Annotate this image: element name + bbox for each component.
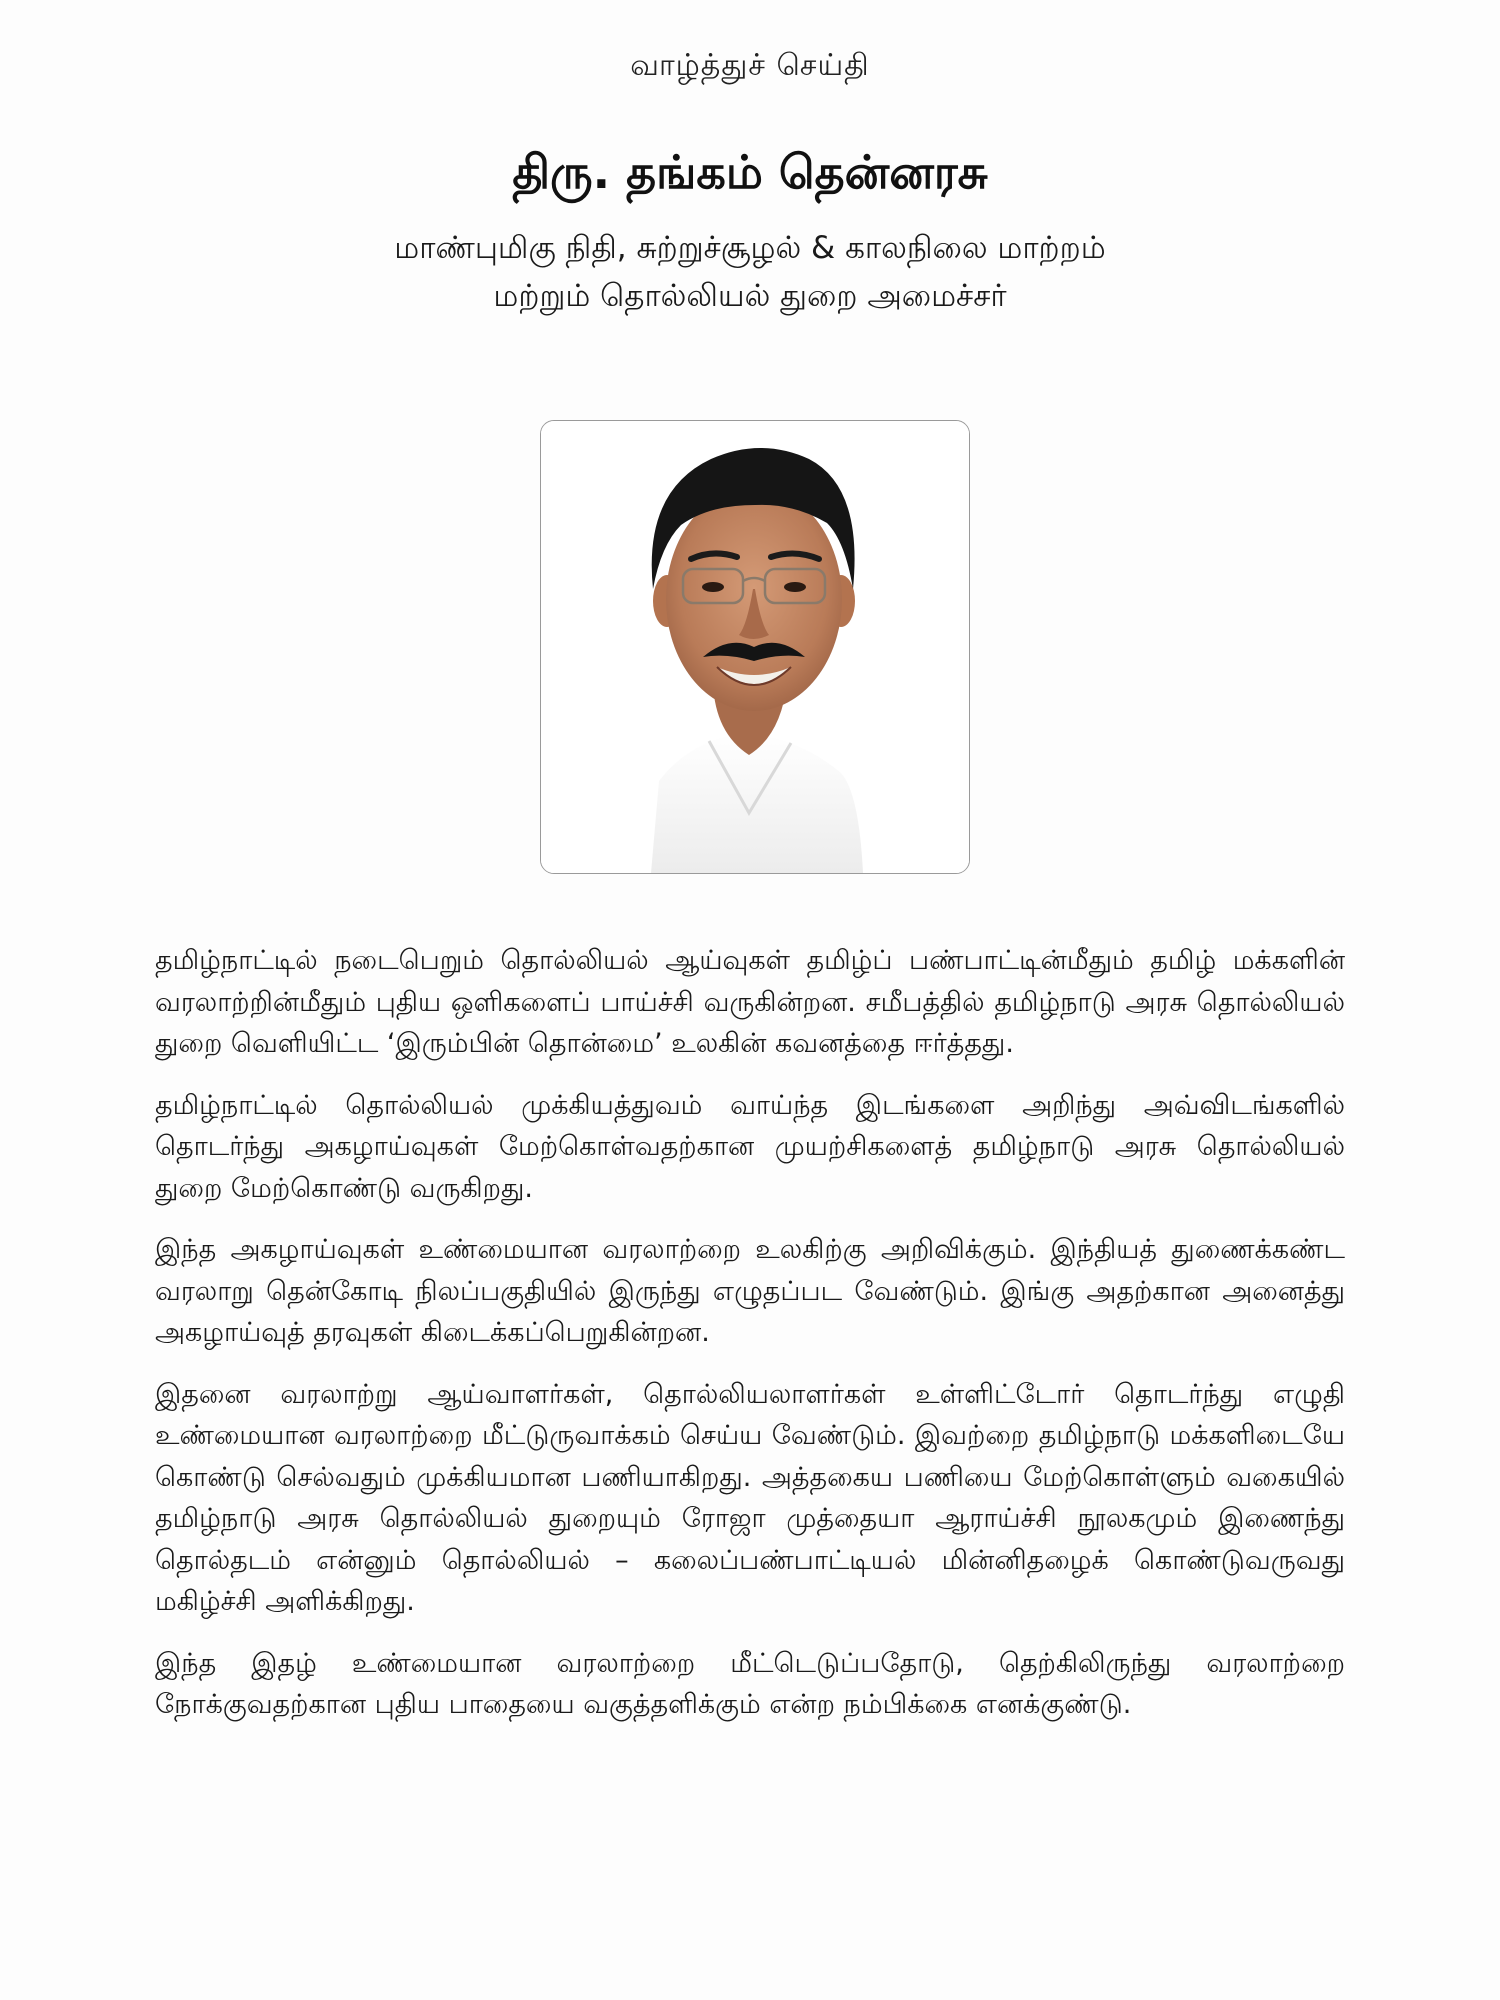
paragraph-3: இந்த அகழாய்வுகள் உண்மையான வரலாற்றை உலகிற்கு அறிவிக்கும். இந்தியத் துணைக்கண்ட வரலாறு தென்கோடி நிலப்பகுதியில் இருந்து எழுதப்பட வேண்டும். இங்கு அதற்கான அனைத்து அகழாய்வுத் தரவுகள் கிடைக்கப்பெறுகின்றன.: [155, 1234, 1345, 1348]
portrait-photo: [541, 421, 969, 873]
paragraph-1: தமிழ்நாட்டில் நடைபெறும் தொல்லியல் ஆய்வுகள் தமிழ்ப் பண்பாட்டின்மீதும் தமிழ் மக்களின் வரலாற்றின்மீதும் புதிய ஒளிகளைப் பாய்ச்சி வருகின்றன. சமீபத்தில் தமிழ்நாடு அரசு தொல்லியல் துறை வெளியிட்ட ‘இரும்பின் தொன்மை’ உலகின் கவனத்தை ஈர்த்தது.: [155, 945, 1345, 1059]
paragraph-2: தமிழ்நாட்டில் தொல்லியல் முக்கியத்துவம் வாய்ந்த இடங்களை அறிந்து அவ்விடங்களில் தொடர்ந்து அகழாய்வுகள் மேற்கொள்வதற்கான முயற்சிகளைத் தமிழ்நாடு அரசு தொல்லியல் துறை மேற்கொண்டு வருகிறது.: [155, 1089, 1345, 1204]
paragraph-5: இந்த இதழ் உண்மையான வரலாற்றை மீட்டெடுப்பதோடு, தெற்கிலிருந்து வரலாற்றை நோக்குவதற்கான புதிய பாதையை வகுத்தளிக்கும் என்ற நம்பிக்கை எனக்குண்டு.: [155, 1647, 1345, 1720]
portrait-photo-frame: [540, 420, 970, 874]
designation-line-2: மற்றும் தொல்லியல் துறை அமைச்சர்: [493, 278, 1007, 314]
minister-name: திரு. தங்கம் தென்னரசு: [512, 145, 988, 199]
message-title: வாழ்த்துச் செய்தி: [630, 48, 870, 83]
designation-line-1: மாண்புமிகு நிதி, சுற்றுச்சூழல் & காலநிலை மாற்றம்: [394, 230, 1106, 266]
minister-designation: [0, 224, 1500, 320]
message-body: [155, 940, 1345, 1746]
paragraph-4: இதனை வரலாற்று ஆய்வாளர்கள், தொல்லியலாளர்கள் உள்ளிட்டோர் தொடர்ந்து எழுதி உண்மையான வரலாற்றை மீட்டுருவாக்கம் செய்ய வேண்டும். இவற்றை தமிழ்நாடு மக்களிடையே கொண்டு செல்வதும் முக்கியமான பணியாகிறது. அத்தகைய பணியை மேற்கொள்ளும் வகையில் தமிழ்நாடு அரசு தொல்லியல் துறையும் ரோஜா முத்தையா ஆராய்ச்சி நூலகமும் இணைந்து தொல்தடம் என்னும் தொல்லியல் – கலைப்பண்பாட்டியல் மின்னிதழைக் கொண்டுவருவது மகிழ்ச்சி அளிக்கிறது.: [155, 1378, 1345, 1617]
